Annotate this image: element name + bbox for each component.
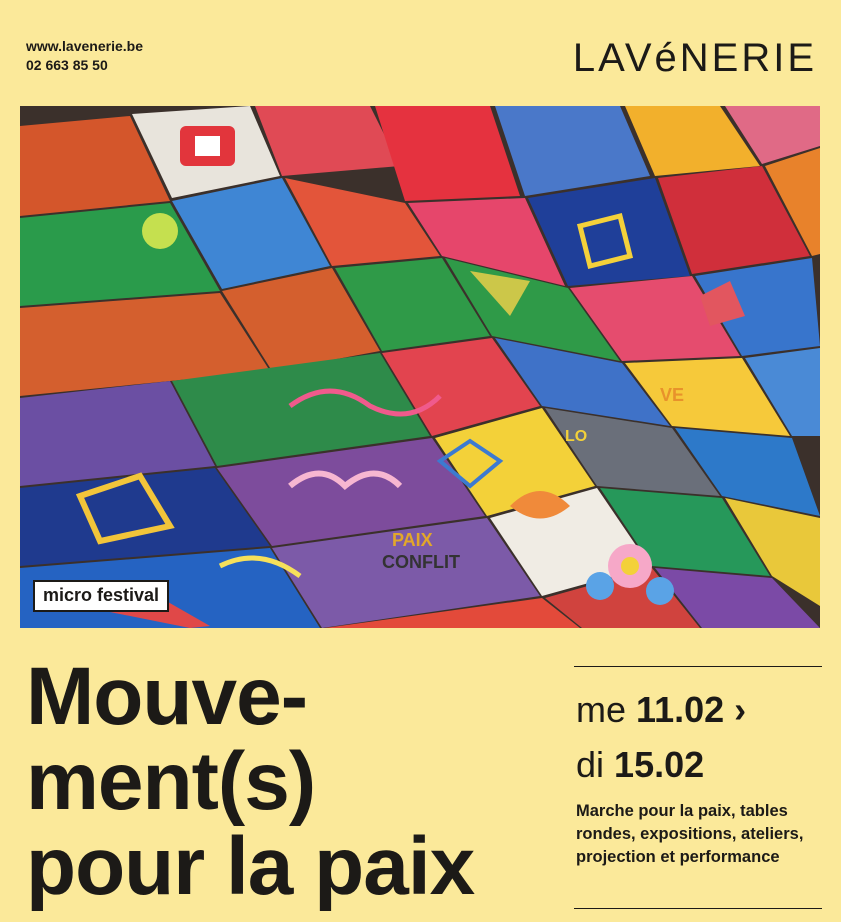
title-line-1: Mouve- [26, 651, 307, 742]
phone-number: 02 663 85 50 [26, 57, 108, 73]
title-line-2: ment(s) [26, 736, 316, 827]
contact-info [26, 37, 143, 75]
tile-text-paix: PAIX [392, 530, 433, 550]
event-description: Marche pour la paix, tables rondes, expositions, ateliers, projection et performance [576, 802, 804, 866]
top-divider [574, 666, 822, 667]
end-date [576, 745, 704, 785]
start-date [576, 690, 746, 730]
tile-text-lo: LO [565, 428, 588, 445]
bottom-divider [574, 908, 822, 909]
website-link[interactable]: www.lavenerie.be [26, 38, 143, 54]
hero-photo [20, 106, 820, 628]
start-date-value: 11.02 [636, 689, 725, 730]
page-title [26, 651, 566, 912]
chevron-right-icon: › [734, 689, 747, 730]
start-day: me [576, 689, 627, 730]
title-line-3: pour la paix [26, 821, 475, 912]
brand-logo: LAVéNERIE [572, 36, 817, 80]
end-date-value: 15.02 [614, 744, 705, 785]
tile-text-conflit: CONFLIT [382, 552, 460, 572]
tile-text-ve: VE [660, 385, 685, 405]
micro-festival-badge: micro festival [33, 580, 169, 612]
end-day: di [576, 744, 605, 785]
